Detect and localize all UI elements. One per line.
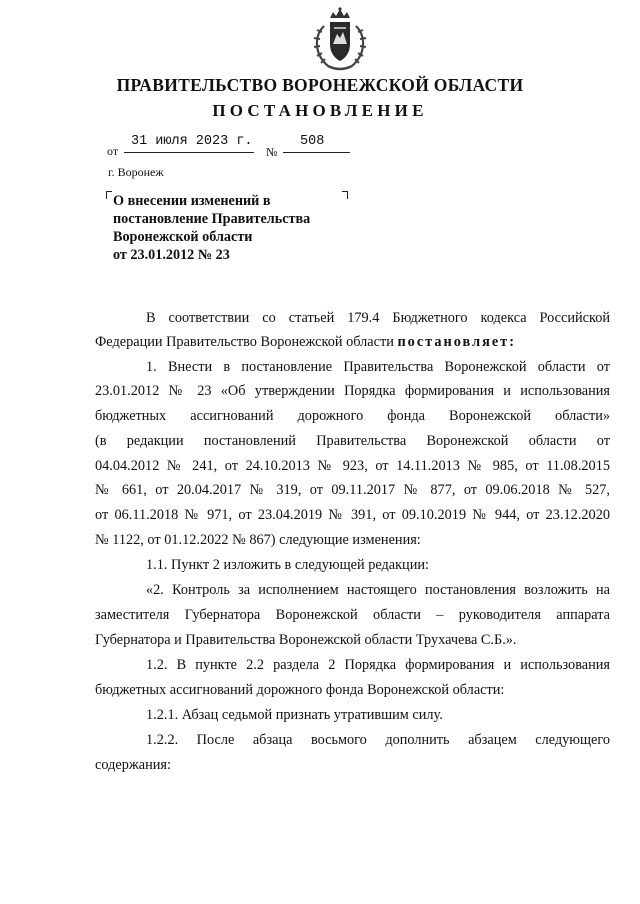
body-line: содержания:	[95, 757, 171, 773]
body-line: В соответствии со статьей 179.4 Бюджетного кодекса Российской	[146, 310, 610, 326]
date-prefix: от	[107, 144, 119, 158]
body-line: Губернатора и Правительства Воронежской области Трухачева С.Б.».	[95, 632, 517, 648]
subject-line: О внесении изменений в	[113, 193, 271, 209]
government-name: ПРАВИТЕЛЬСТВО ВОРОНЕЖСКОЙ ОБЛАСТИ	[116, 75, 524, 95]
body-line: (в редакции постановлений Правительства Воронежской области от	[95, 433, 610, 449]
subject-line: Воронежской области	[113, 229, 253, 245]
number-prefix: №	[266, 145, 278, 159]
document-number: 508	[300, 134, 325, 149]
body-line: бюджетных ассигнований дорожного фонда Воронежской области:	[95, 682, 505, 698]
body-text-spaced: постановляет	[397, 334, 510, 350]
body-line: 1. Внести в постановление Правительства Воронежской области от	[146, 359, 610, 375]
body-text-colon: :	[509, 334, 516, 350]
body-line: бюджетных ассигнований дорожного фонда Воронежской области»	[95, 408, 610, 424]
subject-line: от 23.01.2012 № 23	[113, 247, 230, 263]
body-line: 1.2.2. После абзаца восьмого дополнить абзацем следующего	[146, 732, 610, 748]
body-line: от 06.11.2018 № 971, от 23.04.2019 № 391, от 09.10.2019 № 944, от 23.12.2020	[95, 507, 610, 523]
document-date: 31 июля 2023 г.	[131, 134, 253, 149]
body-line: № 1122, от 01.12.2022 № 867) следующие изменения:	[95, 532, 421, 548]
body-line: 1.1. Пункт 2 изложить в следующей редакции:	[146, 557, 429, 573]
body-line: 04.04.2012 № 241, от 24.10.2013 № 923, от 14.11.2013 № 985, от 11.08.2015	[95, 458, 610, 474]
document-type: ПОСТАНОВЛЕНИЕ	[212, 101, 428, 120]
city: г. Воронеж	[108, 165, 164, 179]
right-corner-bracket	[342, 191, 348, 199]
body-text: Федерации Правительство Воронежской области	[95, 334, 394, 350]
body-line: 1.2.1. Абзац седьмой признать утратившим силу.	[146, 707, 443, 723]
subject-line: постановление Правительства	[113, 211, 311, 227]
body-line: заместителя Губернатора Воронежской области – руководителя аппарата	[95, 607, 610, 623]
body-line: «2. Контроль за исполнением настоящего постановления возложить на	[146, 582, 610, 598]
document-subject	[113, 192, 310, 264]
number-underline	[283, 151, 350, 153]
date-underline	[124, 151, 254, 153]
body-line	[95, 332, 610, 352]
body-line: 1.2. В пункте 2.2 раздела 2 Порядка формирования и использования	[146, 657, 610, 673]
body-line: 23.01.2012 № 23 «Об утверждении Порядка формирования и использования	[95, 383, 610, 399]
body-line: № 661, от 20.04.2017 № 319, от 09.11.2017 № 877, от 09.06.2018 № 527,	[95, 482, 610, 498]
coat-of-arms-emblem	[300, 6, 380, 76]
left-corner-bracket	[106, 191, 112, 199]
